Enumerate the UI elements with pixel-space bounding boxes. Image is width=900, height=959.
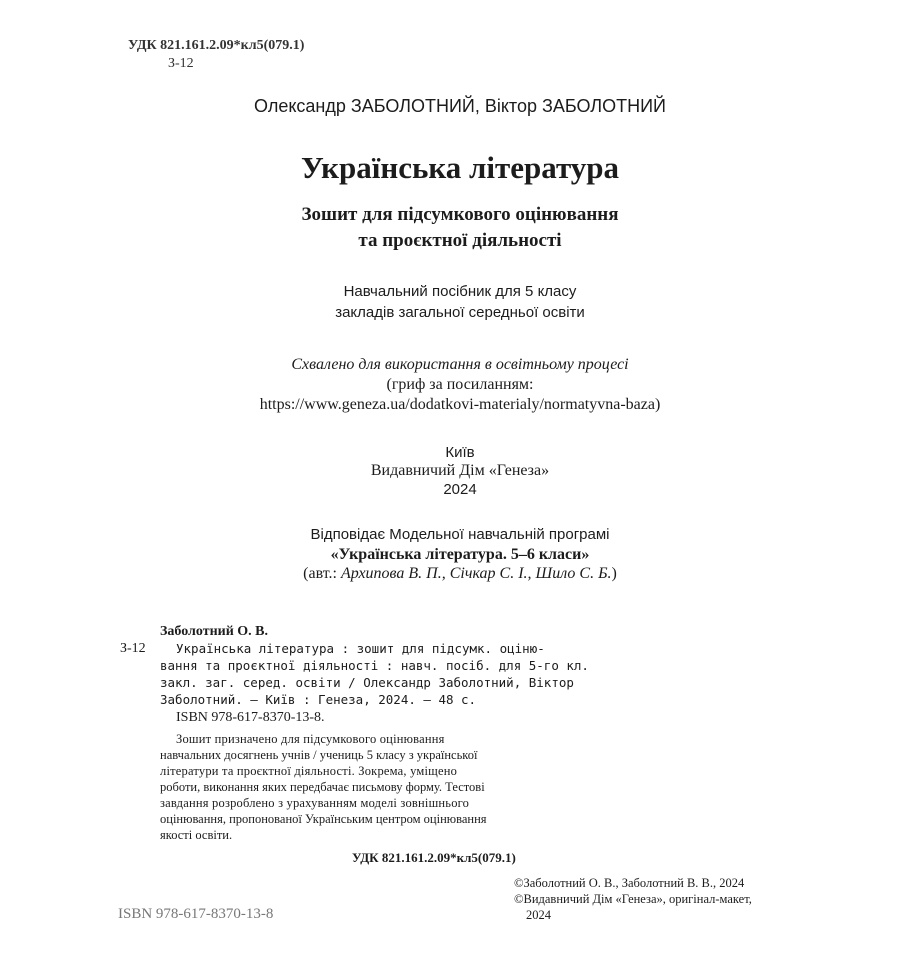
book-title: Українська література	[300, 150, 620, 185]
book-subtitle-line1: Зошит для підсумкового оцінювання	[301, 204, 619, 225]
catalog-annotation-line1: Зошит призначено для підсумкового оцінювання	[176, 732, 445, 746]
catalog-desc-line4: Заболотний. – Київ : Генеза, 2024. – 48 с.	[160, 692, 477, 707]
book-subtitle-line2: та проєктної діяльності	[358, 230, 562, 251]
catalog-annotation-line2: навчальних досягнень учнів / учениць 5 класу з української	[160, 748, 478, 762]
approval-link: https://www.geneza.ua/dodatkovi-materialy/normatyvna-baza)	[259, 396, 661, 413]
program-authors: Архипова В. П., Січкар С. І., Шило С. Б.	[340, 565, 612, 582]
catalog-annotation-line7: якості освіти.	[160, 828, 233, 842]
approval-line2: (гриф за посиланням:	[386, 376, 534, 393]
approval-line1: Схвалено для використання в освітньому процесі	[291, 356, 629, 373]
catalog-udk: УДК 821.161.2.09*кл5(079.1)	[352, 850, 516, 865]
catalog-annotation-line5: завдання розроблено з урахуванням моделі зовнішнього	[160, 796, 470, 810]
catalog-annotation-line6: оцінювання, пропонованої Українським центром оцінювання	[160, 812, 487, 826]
catalog-desc-line1: Українська література : зошит для підсумк. оціню-	[176, 641, 545, 656]
udk-top: УДК 821.161.2.09*кл5(079.1)	[128, 38, 305, 53]
copyright-line1: ©Заболотний О. В., Заболотний В. В., 2024	[514, 876, 745, 890]
authors: Олександр ЗАБОЛОТНИЙ, Віктор ЗАБОЛОТНИЙ	[254, 96, 666, 116]
isbn-bottom: ISBN 978-617-8370-13-8	[118, 906, 274, 922]
publisher: Видавничий Дім «Генеза»	[370, 462, 550, 479]
catalog-annotation-line3: літератури та проєктної діяльності. Зокрема, уміщено	[160, 764, 458, 778]
program-line3	[160, 565, 760, 583]
catalog-isbn: ISBN 978-617-8370-13-8.	[176, 710, 325, 725]
copyright-line2: ©Видавничий Дім «Генеза», оригінал-макет,	[514, 892, 752, 906]
catalog-desc-line3: закл. заг. серед. освіти / Олександр Заболотний, Віктор	[160, 675, 574, 690]
catalog-author-heading: Заболотний О. В.	[160, 624, 268, 639]
program-line2: «Українська література. 5–6 класи»	[330, 546, 590, 563]
program-authors-prefix: (авт.:	[303, 565, 341, 582]
program-line1: Відповідає Модельної навчальній програмі	[310, 526, 610, 543]
year: 2024	[443, 481, 477, 498]
purpose-line1: Навчальний посібник для 5 класу	[343, 283, 577, 300]
catalog-annotation-line4: роботи, виконання яких передбачає письмову форму. Тестові	[160, 780, 485, 794]
catalog-desc-line2: вання та проєктної діяльності : навч. посіб. для 5-го кл.	[160, 658, 589, 673]
code-top: З-12	[168, 56, 194, 71]
purpose-line2: закладів загальної середньої освіти	[335, 304, 585, 321]
copyright-line3: 2024	[526, 908, 551, 922]
program-authors-suffix: )	[611, 565, 617, 582]
catalog-code: З-12	[120, 641, 146, 656]
city: Київ	[445, 444, 475, 461]
